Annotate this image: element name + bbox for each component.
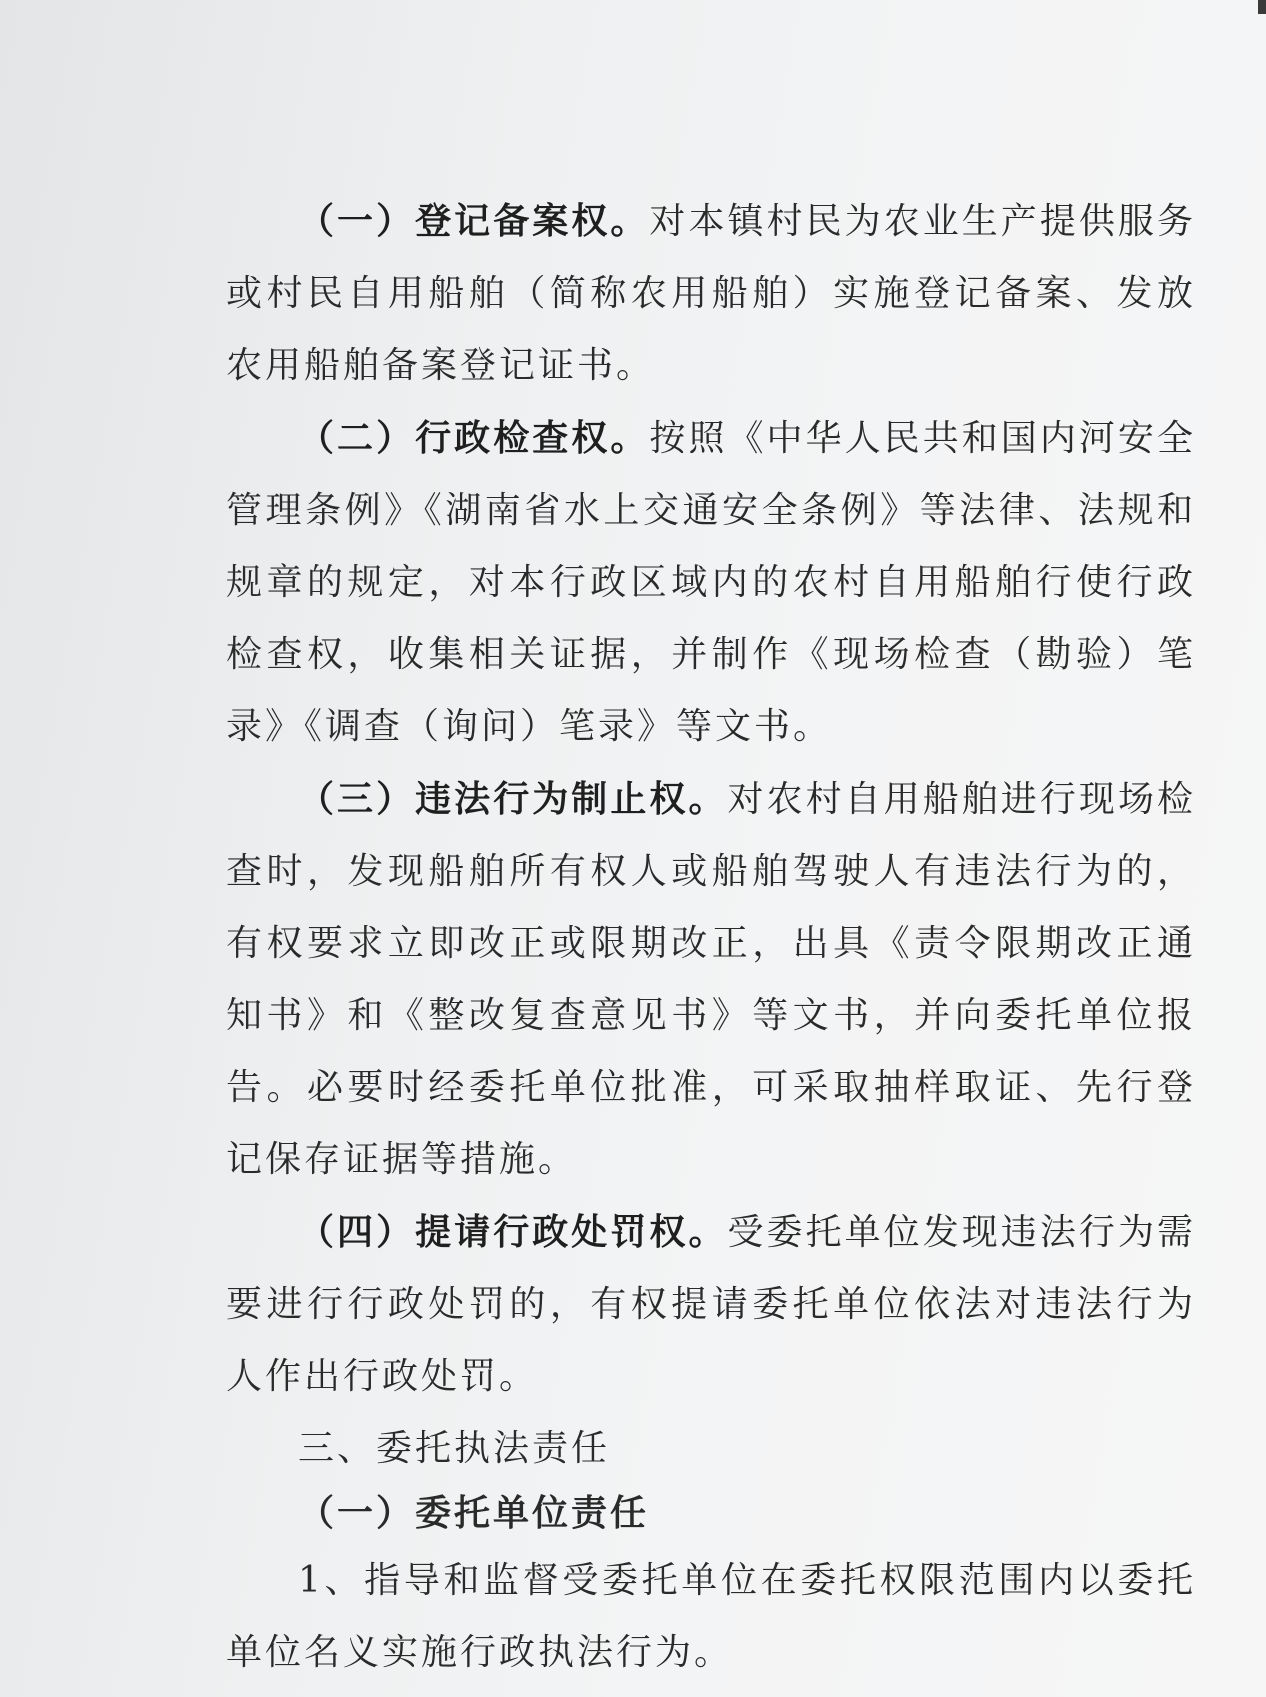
chapter-heading: 三、委托执法责任 (298, 1428, 611, 1469)
section-lead: （三）违法行为制止权。 (298, 778, 728, 820)
section-inspection (226, 402, 1196, 763)
section-text: 对农村自用船舶进行现场检查时，发现船舶所有权人或船舶驾驶人有违法行为的，有权要求立即改正或限期改正，出具《责令限期改正通知书》和《整改复查意见书》等文书，并向委托单位报告。必要时经委托单位批准，可采取抽样取证、先行登记保存证据等措施。 (226, 779, 1196, 1180)
section-text: 对本镇村民为农业生产提供服务或村民自用船舶（简称农用船舶）实施登记备案、发放农用船舶备案登记证书。 (226, 201, 1196, 386)
section-violation-stop (226, 763, 1196, 1196)
section-lead: （二）行政检查权。 (298, 417, 650, 459)
document-body (226, 185, 1196, 1689)
section-text: 受委托单位发现违法行为需要进行行政处罚的，有权提请委托单位依法对违法行为人作出行政处罚。 (226, 1212, 1196, 1397)
section-lead: （四）提请行政处罚权。 (298, 1211, 728, 1253)
page-corner-mark (1258, 0, 1266, 14)
list-item: 1、指导和监督受委托单位在委托权限范围内以委托单位名义实施行政执法行为。 (226, 1560, 1196, 1673)
subsection-heading: （一）委托单位责任 (298, 1492, 650, 1534)
section-penalty-request (226, 1196, 1196, 1413)
section-text: 按照《中华人民共和国内河安全管理条例》《湖南省水上交通安全条例》等法律、法规和规章的规定，对本行政区域内的农村自用船舶行使行政检查权，收集相关证据，并制作《现场检查（勘验）笔录》《调查（询问）笔录》等文书。 (226, 418, 1196, 747)
section-lead: （一）登记备案权。 (298, 200, 650, 242)
section-registration (226, 185, 1196, 402)
